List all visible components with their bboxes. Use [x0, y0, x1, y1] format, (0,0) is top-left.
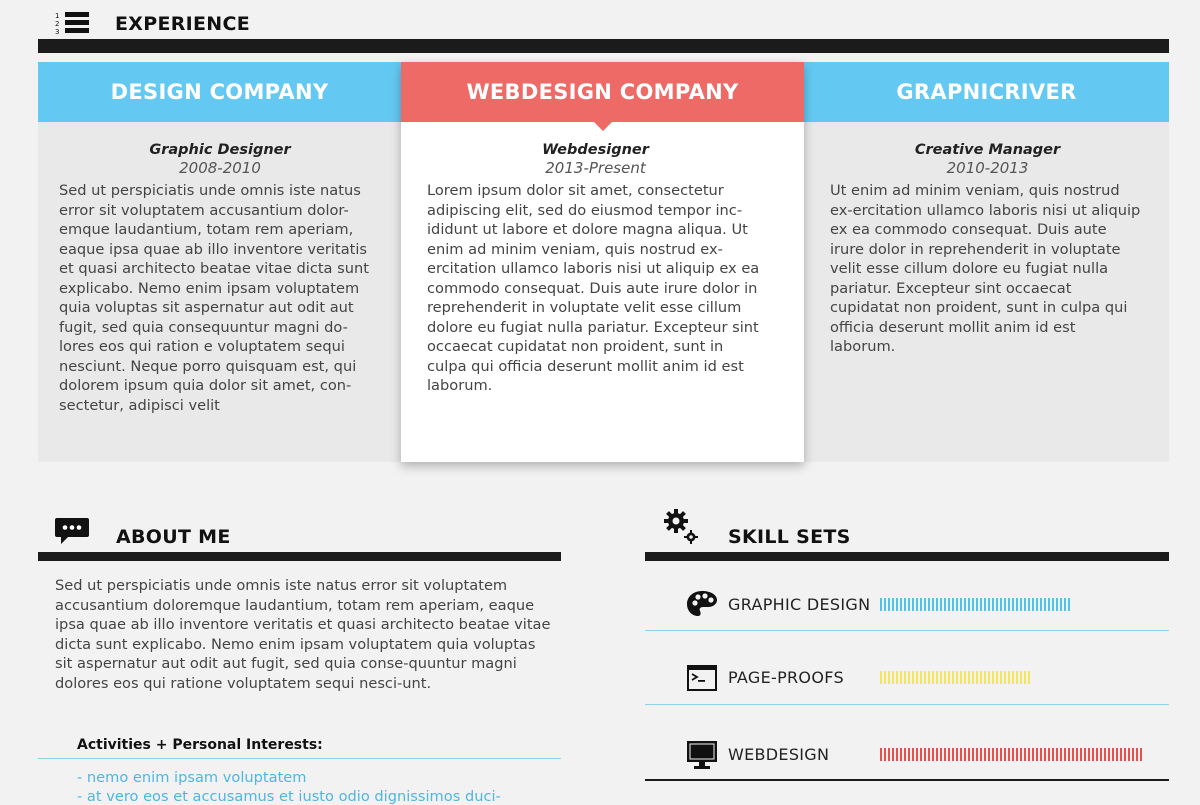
- skill-bar: [880, 598, 1071, 611]
- company-name: WEBDESIGN COMPANY: [466, 80, 739, 104]
- interests-title: Activities + Personal Interests:: [77, 737, 323, 753]
- experience-column-2: [401, 62, 804, 462]
- job-role: Graphic Designer: [149, 142, 291, 158]
- job-period: 2013-Present: [545, 159, 646, 177]
- company-name: GRAPNICRIVER: [896, 80, 1077, 104]
- monitor-icon: [686, 740, 718, 770]
- skills-bottom-rule: [645, 779, 1169, 781]
- experience-column-1: [38, 62, 401, 462]
- speech-bubble-icon: [54, 516, 90, 546]
- skill-bar: [880, 748, 1144, 761]
- about-rule: [38, 552, 561, 561]
- job-period: 2010-2013: [946, 159, 1029, 177]
- experience-body: [38, 122, 401, 462]
- job-role: Webdesigner: [542, 142, 649, 158]
- job-period: 2008-2010: [179, 159, 261, 177]
- svg-text:3: 3: [55, 28, 60, 36]
- job-role: Creative Manager: [914, 142, 1061, 158]
- company-header: [401, 62, 804, 122]
- about-title: ABOUT ME: [116, 526, 231, 548]
- interest-item: - nemo enim ipsam voluptatem: [77, 769, 307, 786]
- skills-title: SKILL SETS: [728, 526, 851, 548]
- job-description: Lorem ipsum dolor sit amet, consectetur adipiscing elit, sed do eiusmod tempor inc-ididunt ut labore et dolore magna aliqua. Ut enim ad minim veniam, quis nostrud ex-ercitation ullamco laboris nisi ut aliquip ex ea commodo consequat. Duis aute irure dolor in reprehenderit in voluptate velit esse cillum dolore eu fugiat nulla pariatur. Excepteur sint occaecat cupidatat non proident, sunt in culpa qui officia deserunt mollit anim id est laborum.: [427, 182, 760, 394]
- numbered-list-icon: [54, 9, 92, 37]
- experience-body: [401, 122, 804, 462]
- interests-divider: [38, 758, 561, 759]
- terminal-icon: [686, 664, 718, 692]
- company-name: DESIGN COMPANY: [110, 80, 329, 104]
- job-description: Sed ut perspiciatis unde omnis iste natus error sit voluptatem accusantium dolor-emque laudantium, totam rem aperiam, eaque ipsa quae ab illo inventore veritatis et quasi architecto beatae vitae dicta sunt explicabo. Nemo enim ipsam voluptatem quia voluptas sit aspernatur aut odit aut fugit, sed quia consequuntur magni do-lores eos qui ration e voluptatem sequi nesciunt. Neque porro quisquam est, qui dolorem ipsum quia dolor sit amet, con-sectetur, adipisci velit: [59, 182, 369, 414]
- skills-rule: [645, 552, 1169, 561]
- skill-label: GRAPHIC DESIGN: [728, 595, 871, 614]
- skill-divider: [645, 630, 1169, 631]
- skill-label: PAGE-PROOFS: [728, 668, 844, 687]
- experience-rule: [38, 39, 1169, 53]
- interest-item: - at vero eos et accusamus et iusto odio dignissimos duci-: [77, 788, 501, 805]
- company-header: [38, 62, 401, 122]
- svg-text:2: 2: [55, 20, 60, 28]
- job-description: Ut enim ad minim veniam, quis nostrud ex-ercitation ullamco laboris nisi ut aliquip ex ea commodo consequat. Duis aute irure dolor in reprehenderit in voluptate velit esse cillum dolore eu fugiat nulla pariatur. Excepteur sint occaecat cupidatat non proident, sunt in culpa qui officia deserunt mollit anim id est laborum.: [830, 182, 1141, 355]
- svg-text:1: 1: [55, 12, 60, 20]
- company-header: [804, 62, 1169, 122]
- experience-column-3: [804, 62, 1169, 462]
- about-description: Sed ut perspiciatis unde omnis iste natus error sit voluptatem accusantium doloremque laudantium, totam rem aperiam, eaque ipsa quae ab illo inventore veritatis et quasi architecto beatae vitae dicta sunt explicabo. Nemo enim ipsam voluptatem quia voluptas sit aspernatur aut odit aut fugit, sed quia conse-quuntur magni dolores eos qui ratione voluptatem sequi nesci-unt.: [55, 577, 551, 692]
- skill-bar: [880, 671, 1031, 684]
- gears-icon: [663, 508, 699, 544]
- experience-title: EXPERIENCE: [115, 13, 251, 35]
- pointer-arrow: [592, 120, 614, 131]
- experience-body: [804, 122, 1169, 462]
- palette-icon: [686, 590, 718, 618]
- skill-divider: [645, 704, 1169, 705]
- skill-label: WEBDESIGN: [728, 745, 830, 764]
